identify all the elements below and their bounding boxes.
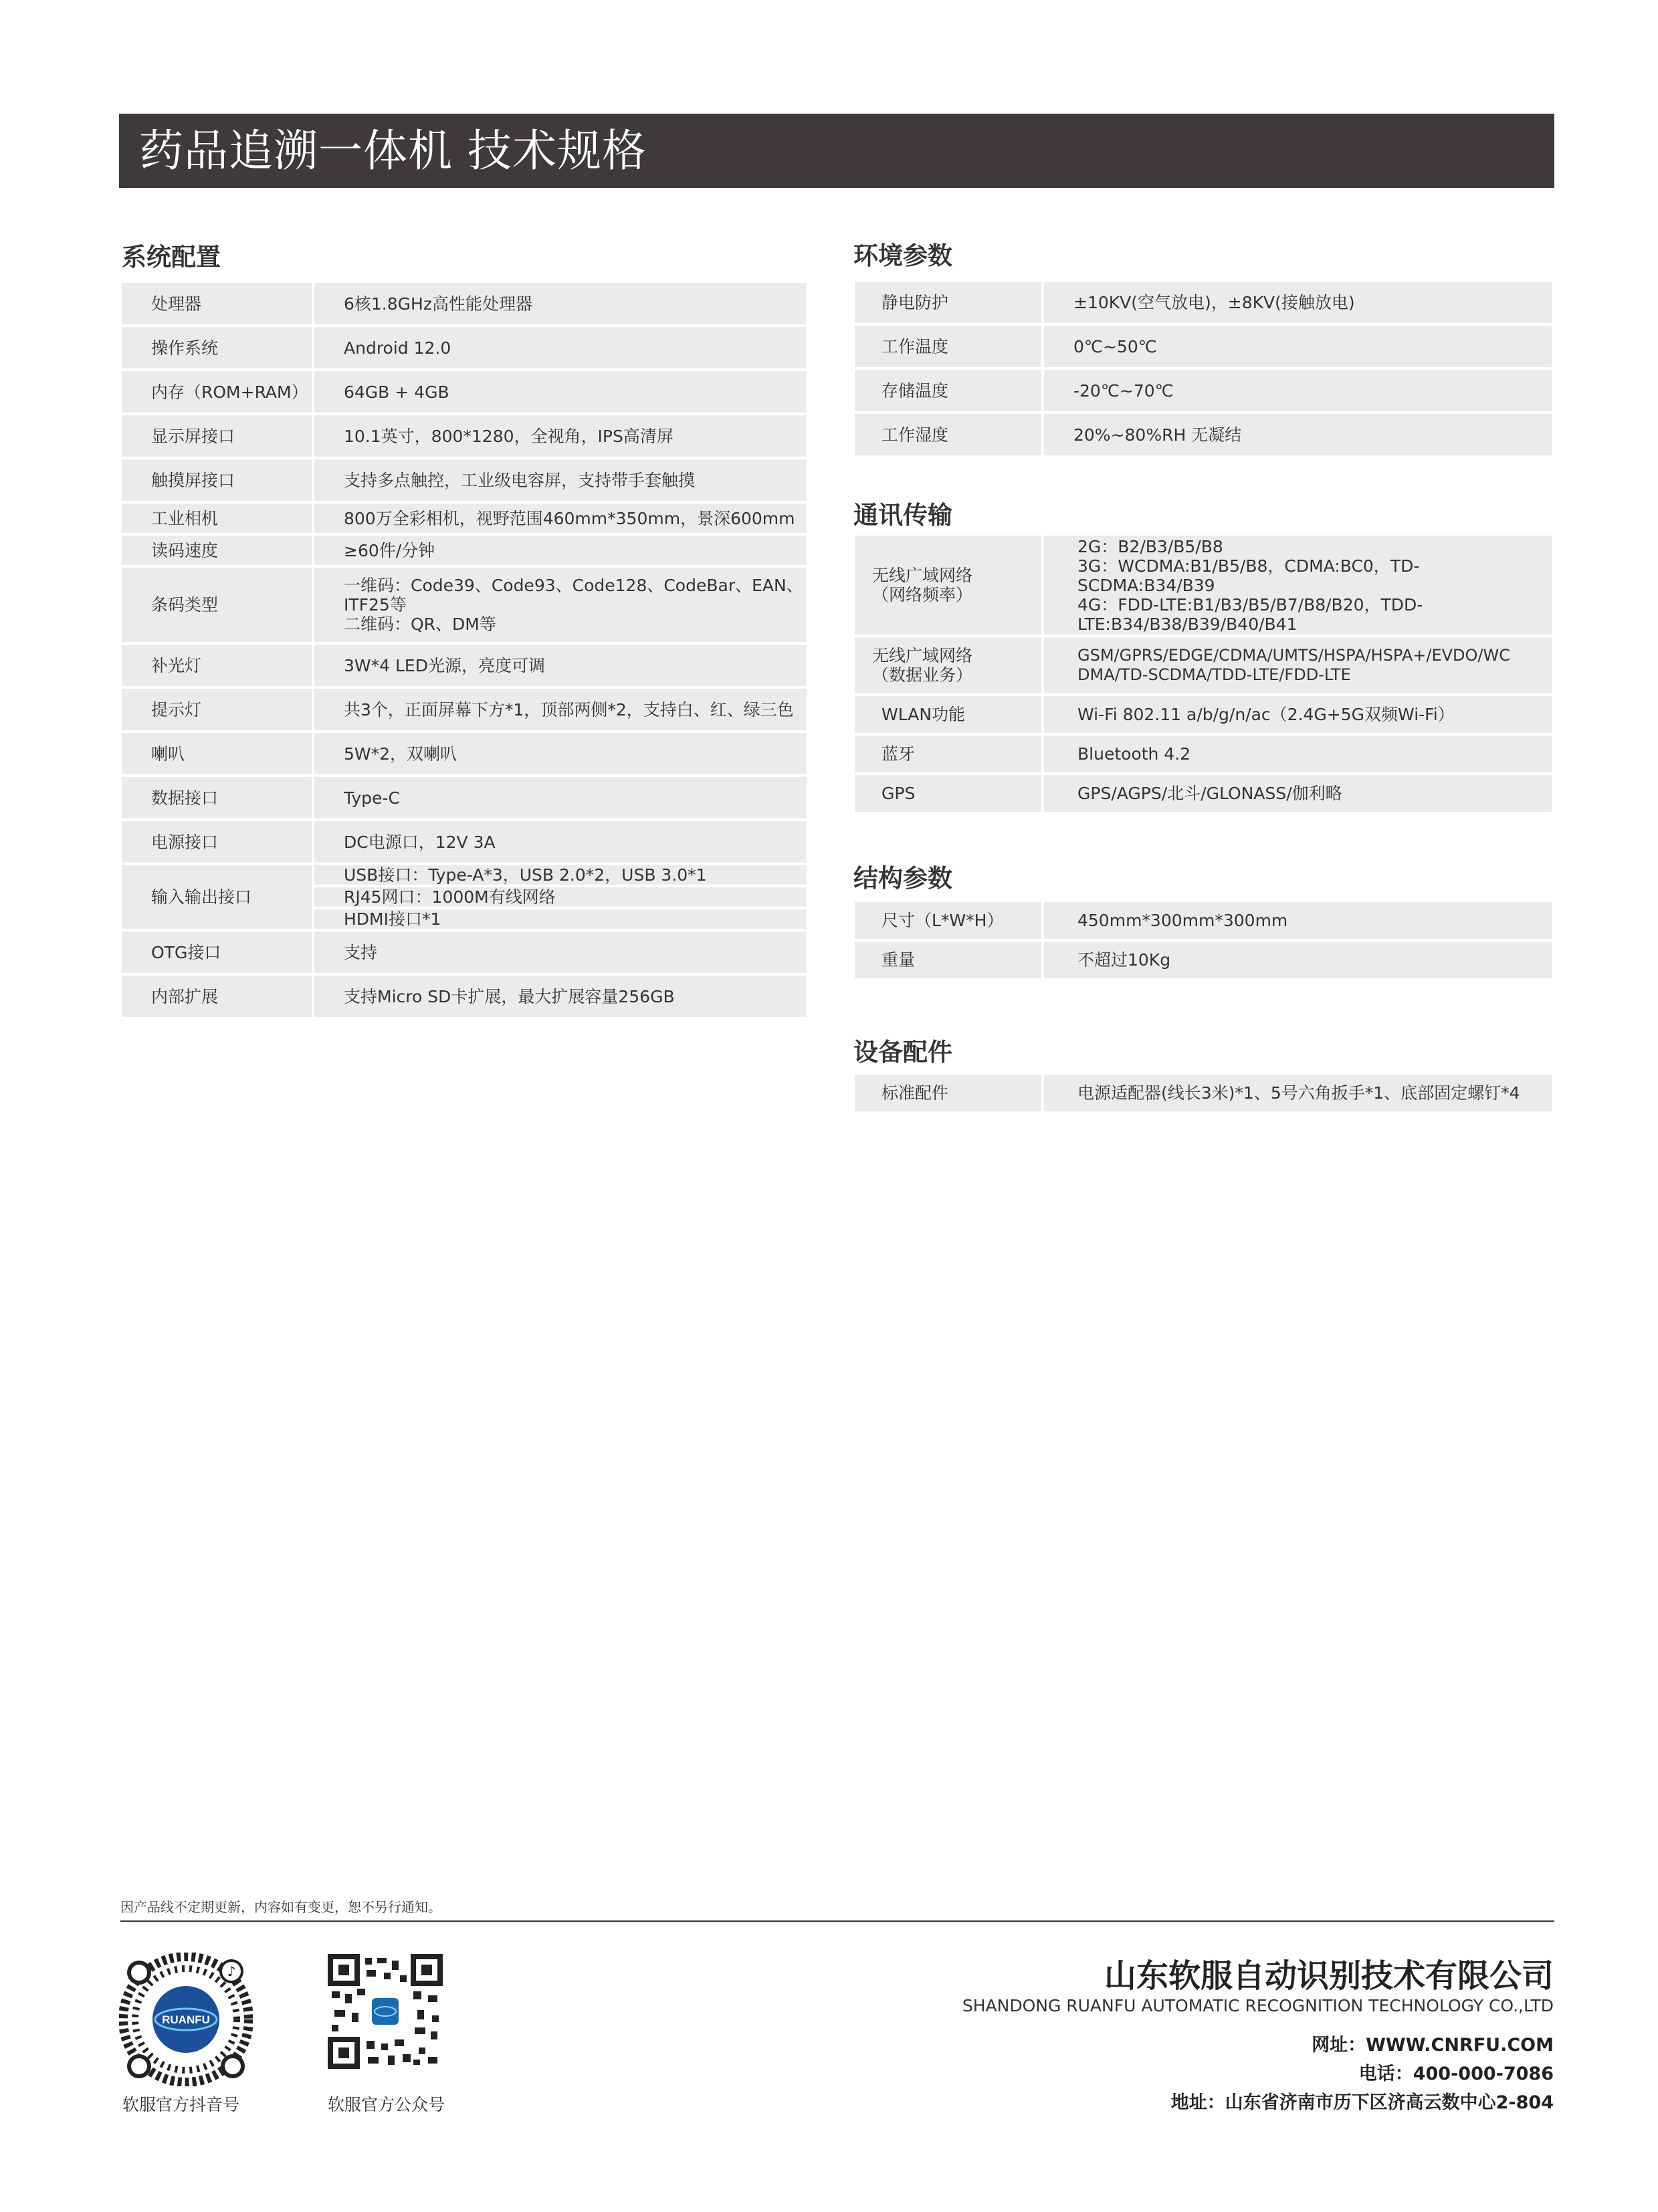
row-label: 条码类型 (122, 568, 312, 642)
row-value: 5W*2，双喇叭 (314, 733, 807, 774)
row-label: 内部扩展 (122, 976, 312, 1017)
address-text: 地址：山东省济南市历下区济高云数中心2-804 (1170, 2092, 1554, 2113)
row-value (1044, 637, 1552, 693)
table-row (855, 414, 1552, 455)
phone-text: 电话：400-000-7086 (1358, 2064, 1554, 2084)
table-row (855, 282, 1552, 323)
value-line: 2G：B2/B3/B5/B8 (1077, 536, 1223, 556)
accessories-table (855, 1075, 1552, 1114)
row-value: 3W*4 LED光源，亮度可调 (314, 645, 807, 686)
row-value: Type-C (314, 777, 807, 818)
row-label: 补光灯 (122, 645, 312, 686)
table-row (122, 327, 807, 368)
table-row (122, 459, 807, 501)
company-name-cn: 山东软服自动识别技术有限公司 (1104, 1957, 1554, 1995)
row-value: 0℃~50℃ (1044, 326, 1552, 367)
table-row (855, 637, 1552, 693)
row-label: OTG接口 (122, 931, 312, 973)
row-label (855, 536, 1041, 635)
footer-divider (120, 1920, 1554, 1922)
value-line: 一维码：Code39、Code93、Code128、CodeBar、EAN、 (344, 576, 803, 595)
row-label (855, 637, 1041, 693)
comms-heading: 通讯传输 (853, 501, 952, 530)
label-line: （数据业务） (872, 665, 973, 685)
row-value: DC电源口，12V 3A (314, 821, 807, 863)
table-row (122, 931, 807, 973)
row-label: 工作湿度 (855, 414, 1041, 455)
row-value: Android 12.0 (314, 327, 807, 368)
row-label: GPS (855, 775, 1041, 812)
accessories-heading: 设备配件 (853, 1038, 952, 1067)
table-row (122, 645, 807, 686)
value-line: SCDMA:B34/B39 (1077, 575, 1215, 595)
row-value: 800万全彩相机，视野范围460mm*350mm，景深600mm (314, 504, 807, 533)
row-value: 支持 (314, 931, 807, 973)
row-value: ±10KV(空气放电)，±8KV(接触放电) (1044, 282, 1552, 323)
ruanfu-logo-text: RUANFU (162, 2013, 210, 2026)
company-name-en: SHANDONG RUANFU AUTOMATIC RECOGNITION TECHNOLOGY CO.,LTD (962, 1996, 1554, 2015)
row-value: 支持多点触控，工业级电容屏，支持带手套触摸 (314, 459, 807, 501)
table-row (122, 976, 807, 1017)
douyin-qr-code (119, 1953, 253, 2086)
table-row-group (122, 865, 807, 929)
table-row (855, 370, 1552, 411)
value-line: 二维码：QR、DM等 (344, 615, 496, 634)
environment-heading: 环境参数 (853, 241, 952, 270)
row-label: 尺寸（L*W*H） (855, 902, 1041, 939)
row-label: 工业相机 (122, 504, 312, 533)
system-table (122, 283, 807, 1020)
row-value: 共3个，正面屏幕下方*1，顶部两侧*2，支持白、红、绿三色 (314, 689, 807, 730)
row-label: 存储温度 (855, 370, 1041, 411)
row-value: ≥60件/分钟 (314, 536, 807, 565)
structure-table (855, 902, 1552, 981)
value-line: GSM/GPRS/EDGE/CDMA/UMTS/HSPA/HSPA+/EVDO/WC (1077, 646, 1510, 665)
row-value: 64GB + 4GB (314, 371, 807, 413)
row-value: 电源适配器(线长3米)*1、5号六角扳手*1、底部固定螺钉*4 (1044, 1075, 1552, 1111)
douyin-qr-graphic (119, 1953, 253, 2086)
row-value: -20℃~70℃ (1044, 370, 1552, 411)
table-row (122, 777, 807, 818)
table-row (855, 736, 1552, 772)
row-value: HDMI接口*1 (314, 909, 807, 929)
row-label: 电源接口 (122, 821, 312, 863)
row-value: GPS/AGPS/北斗/GLONASS/伽利略 (1044, 775, 1552, 812)
wechat-qr-code (328, 1954, 443, 2069)
table-row (122, 283, 807, 324)
value-line: 3G：WCDMA:B1/B5/B8，CDMA:BC0，TD- (1077, 556, 1420, 576)
row-label: 重量 (855, 942, 1041, 978)
disclaimer-note: 因产品线不定期更新，内容如有变更，恕不另行通知。 (120, 1899, 441, 1915)
row-label: 处理器 (122, 283, 312, 324)
table-row (122, 689, 807, 730)
table-row (855, 775, 1552, 812)
table-row (122, 733, 807, 774)
row-label: 静电防护 (855, 282, 1041, 323)
table-row (855, 326, 1552, 367)
structure-heading: 结构参数 (853, 864, 952, 893)
environment-table (855, 282, 1552, 458)
table-row (122, 821, 807, 863)
row-label: 内存（ROM+RAM） (122, 371, 312, 413)
table-row (855, 902, 1552, 939)
row-value: 支持Micro SD卡扩展，最大扩展容量256GB (314, 976, 807, 1017)
row-value: Wi-Fi 802.11 a/b/g/n/ac（2.4G+5G双频Wi-Fi） (1044, 696, 1552, 733)
row-label: 工作温度 (855, 326, 1041, 367)
row-label: 数据接口 (122, 777, 312, 818)
table-row (122, 415, 807, 457)
row-value (314, 568, 807, 642)
value-line: LTE:B34/B38/B39/B40/B41 (1077, 614, 1298, 634)
table-row (855, 696, 1552, 733)
row-label: 蓝牙 (855, 736, 1041, 772)
row-label: 操作系统 (122, 327, 312, 368)
wechat-qr-caption: 软服官方公众号 (328, 2095, 445, 2114)
label-line: （网络频率） (872, 585, 973, 604)
row-value: 不超过10Kg (1044, 942, 1552, 978)
row-label: 提示灯 (122, 689, 312, 730)
wechat-qr-graphic (328, 1954, 443, 2069)
label-line: 无线广域网络 (872, 566, 973, 585)
value-line: 4G：FDD-LTE:B1/B3/B5/B7/B8/B20，TDD- (1077, 594, 1423, 615)
row-value: 6核1.8GHz高性能处理器 (314, 283, 807, 324)
row-value: 20%~80%RH 无凝结 (1044, 414, 1552, 455)
table-row (855, 536, 1552, 635)
row-label: 读码速度 (122, 536, 312, 565)
row-label: 显示屏接口 (122, 415, 312, 457)
value-line: ITF25等 (344, 595, 407, 615)
website-text: 网址：WWW.CNRFU.COM (1312, 2035, 1554, 2056)
row-value: USB接口：Type-A*3，USB 2.0*2，USB 3.0*1 (314, 865, 807, 885)
row-value: 450mm*300mm*300mm (1044, 902, 1552, 939)
row-value: RJ45网口：1000M有线网络 (314, 887, 807, 907)
table-row (122, 504, 807, 533)
row-label: 触摸屏接口 (122, 459, 312, 501)
title-banner (119, 114, 1554, 188)
douyin-qr-caption: 软服官方抖音号 (122, 2095, 240, 2114)
row-value (1044, 536, 1552, 635)
table-row (122, 568, 807, 642)
system-heading: 系统配置 (122, 243, 221, 271)
comms-table (855, 536, 1552, 814)
row-value: 10.1英寸，800*1280，全视角，IPS高清屏 (314, 415, 807, 457)
row-label: 标准配件 (855, 1075, 1041, 1111)
table-row (855, 942, 1552, 978)
table-row (122, 371, 807, 413)
row-label: 喇叭 (122, 733, 312, 774)
row-label: WLAN功能 (855, 696, 1041, 733)
table-row (855, 1075, 1552, 1111)
row-label: 输入输出接口 (122, 865, 312, 929)
row-value: Bluetooth 4.2 (1044, 736, 1552, 772)
svg-text:♪: ♪ (227, 1963, 236, 1979)
label-line: 无线广域网络 (872, 646, 973, 665)
table-row (122, 536, 807, 565)
value-line: DMA/TD-SCDMA/TDD-LTE/FDD-LTE (1077, 665, 1351, 684)
page-title: 药品追溯一体机 技术规格 (139, 125, 647, 177)
